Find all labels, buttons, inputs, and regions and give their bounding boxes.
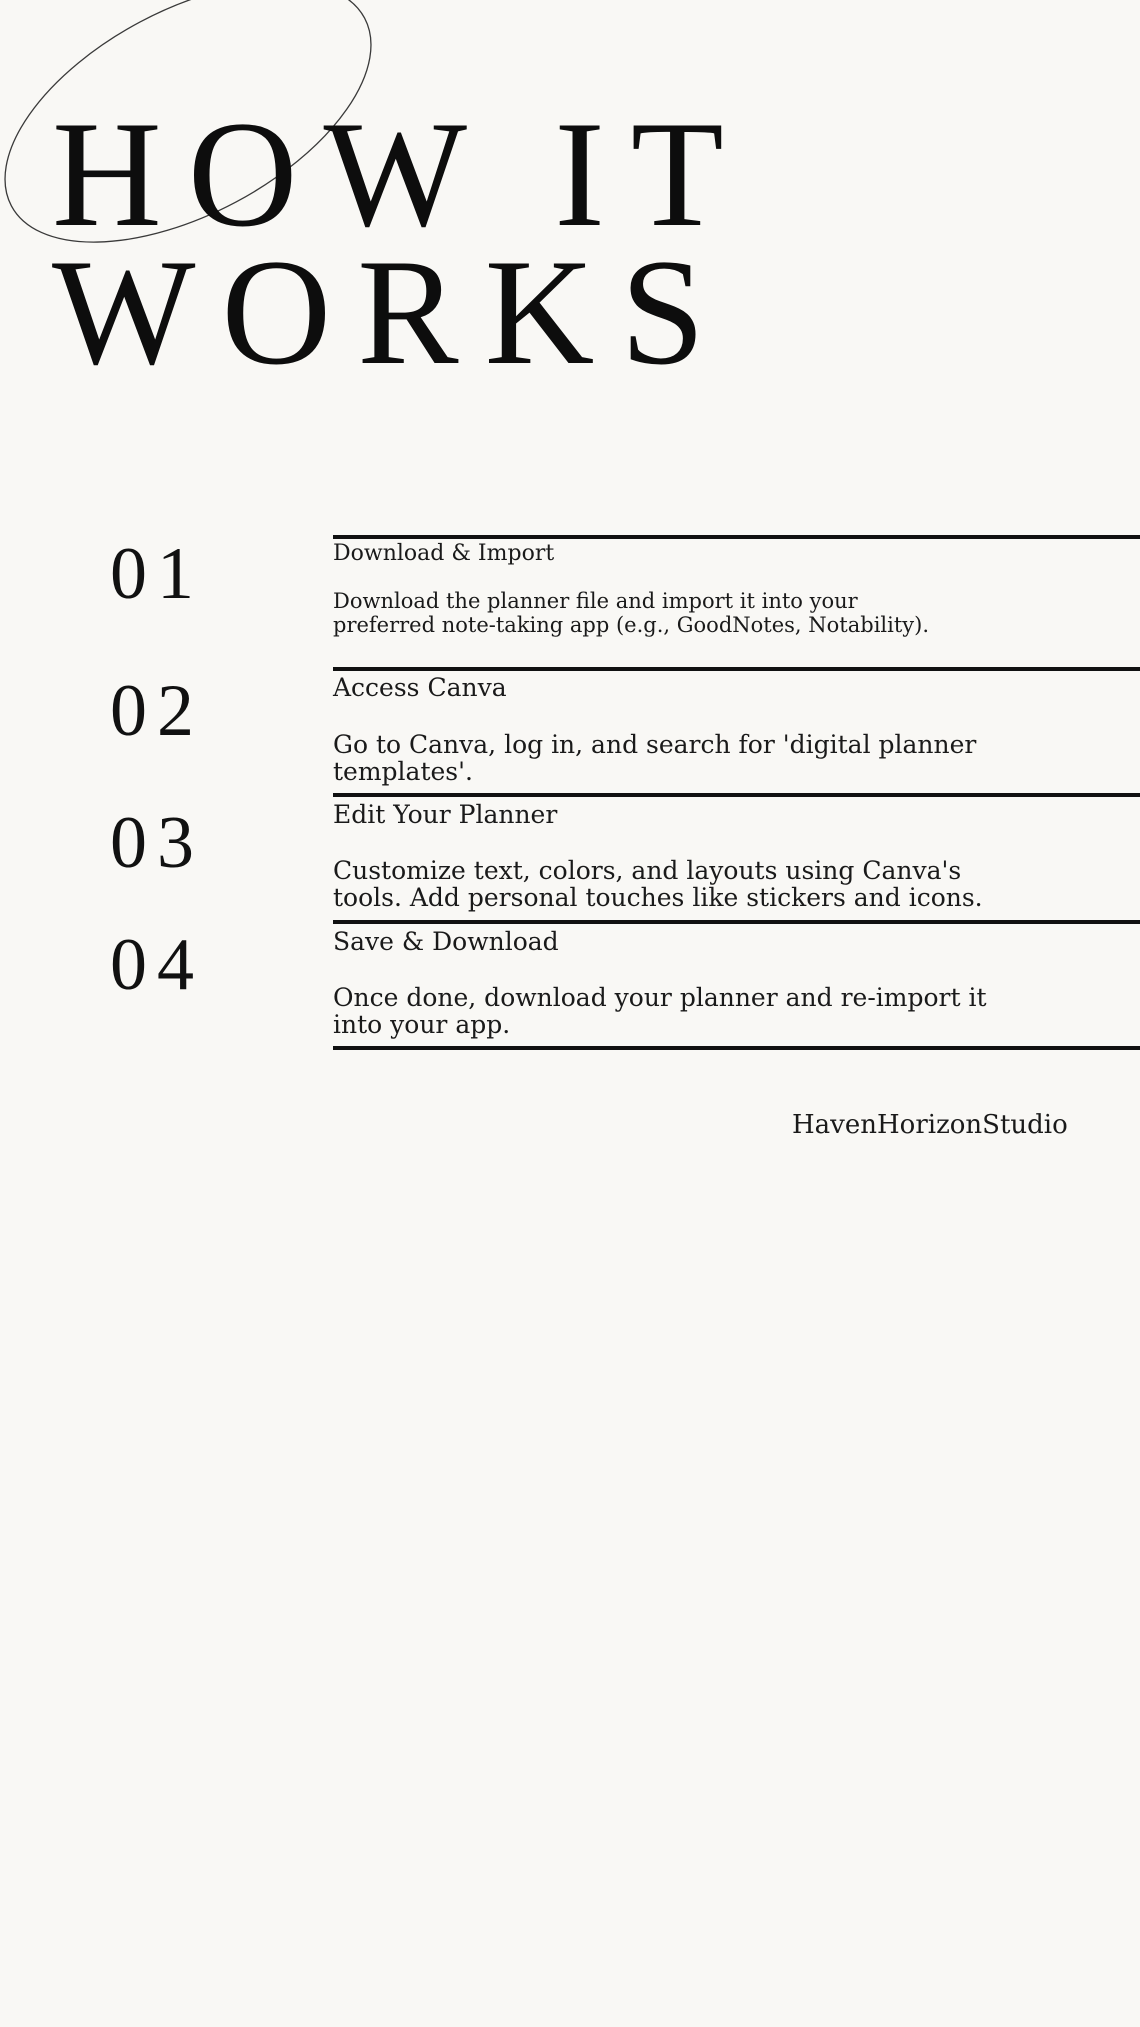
page-title-line-2: WORKS — [52, 228, 731, 396]
step-description: Once done, download your planner and re-import it into your app. — [333, 983, 987, 1039]
step-number: 04 — [110, 924, 204, 1006]
step-number: 01 — [110, 533, 204, 615]
divider — [333, 1046, 1140, 1050]
step-number: 03 — [110, 802, 204, 884]
brand-name: HavenHorizonStudio — [792, 1110, 1068, 1140]
page-title-line-1: HOW IT — [52, 90, 750, 258]
divider — [333, 920, 1140, 924]
step-number: 02 — [110, 670, 204, 752]
step-description: Go to Canva, log in, and search for 'digital planner templates'. — [333, 730, 977, 786]
divider — [333, 667, 1140, 671]
step-title: Download & Import — [333, 541, 555, 566]
divider — [333, 793, 1140, 797]
step-description: Customize text, colors, and layouts using Canva's tools. Add personal touches like stickers and icons. — [333, 856, 983, 912]
step-title: Edit Your Planner — [333, 800, 558, 829]
step-description: Download the planner file and import it into your preferred note-taking app (e.g., GoodNotes, Notability). — [333, 589, 930, 637]
step-title: Access Canva — [333, 673, 507, 702]
step-title: Save & Download — [333, 927, 559, 956]
